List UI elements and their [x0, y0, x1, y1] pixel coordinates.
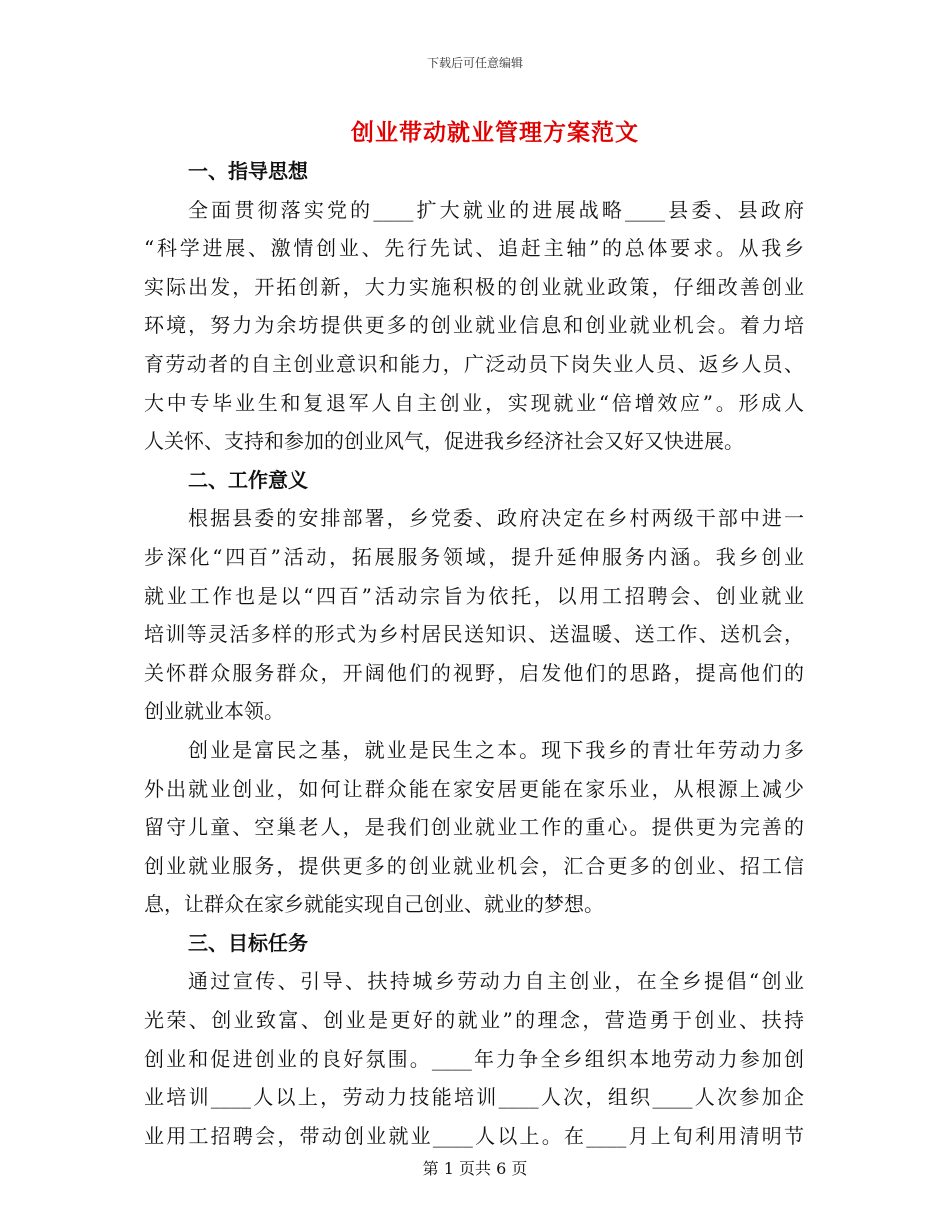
paragraph-line: 息，让群众在家乡就能实现自己创业、就业的梦想。: [144, 892, 604, 917]
paragraph-line: 关怀群众服务群众，开阔他们的视野，启发他们的思路，提高他们的: [144, 660, 804, 685]
section-heading: 三、目标任务: [188, 930, 308, 955]
paragraph-line: 全面贯彻落实党的____扩大就业的进展战略____县委、县政府: [188, 197, 804, 222]
paragraph-line: 创业是富民之基，就业是民生之本。现下我乡的青壮年劳动力多: [188, 737, 804, 762]
paragraph-line: 大中专毕业生和复退军人自主创业，实现就业“倍增效应”。形成人: [144, 390, 804, 415]
paragraph-line: 创业就业服务，提供更多的创业就业机会，汇合更多的创业、招工信: [144, 853, 804, 878]
paragraph-line: 光荣、创业致富、创业是更好的就业”的理念，营造勇于创业、扶持: [144, 1008, 804, 1033]
paragraph-line: 创业和促进创业的良好氛围。____年力争全乡组织本地劳动力参加创: [144, 1046, 804, 1071]
paragraph-line: 留守儿童、空巢老人，是我们创业就业工作的重心。提供更为完善的: [144, 815, 804, 840]
paragraph-line: 业用工招聘会，带动创业就业____人以上。在____月上旬利用清明节: [144, 1123, 804, 1148]
paragraph-line: 人关怀、支持和参加的创业风气，促进我乡经济社会又好又快进展。: [144, 429, 744, 454]
paragraph-line: 环境，努力为余坊提供更多的创业就业信息和创业就业机会。着力培: [144, 313, 804, 338]
paragraph-line: 通过宣传、引导、扶持城乡劳动力自主创业，在全乡提倡“创业: [188, 969, 804, 994]
paragraph-line: 业培训____人以上，劳动力技能培训____人次，组织____人次参加企: [144, 1085, 804, 1110]
paragraph-line: 步深化“四百”活动，拓展服务领域，提升延伸服务内涵。我乡创业: [144, 544, 804, 569]
document-body: [144, 152, 804, 1155]
paragraph-line: 根据县委的安排部署，乡党委、政府决定在乡村两级干部中进一: [188, 506, 804, 531]
page-footer: 第 1 页共 6 页: [422, 1159, 528, 1178]
paragraph-line: “科学进展、激情创业、先行先试、追赶主轴”的总体要求。从我乡: [144, 236, 804, 261]
paragraph-line: 外出就业创业，如何让群众能在家安居更能在家乐业，从根源上减少: [144, 776, 804, 801]
section-heading: 二、工作意义: [188, 467, 308, 492]
section-heading: 一、指导思想: [188, 159, 308, 183]
header-note: 下载后可任意编辑: [426, 56, 523, 70]
paragraph-line: 培训等灵活多样的形式为乡村居民送知识、送温暖、送工作、送机会，: [144, 622, 804, 647]
document-title: 创业带动就业管理方案范文: [351, 119, 639, 146]
paragraph-line: 就业工作也是以“四百”活动宗旨为依托，以用工招聘会、创业就业: [144, 583, 804, 608]
paragraph-line: 创业就业本领。: [144, 699, 284, 724]
paragraph-line: 育劳动者的自主创业意识和能力，广泛动员下岗失业人员、返乡人员、: [144, 351, 804, 376]
paragraph-line: 实际出发，开拓创新，大力实施积极的创业就业政策，仔细改善创业: [144, 274, 804, 299]
